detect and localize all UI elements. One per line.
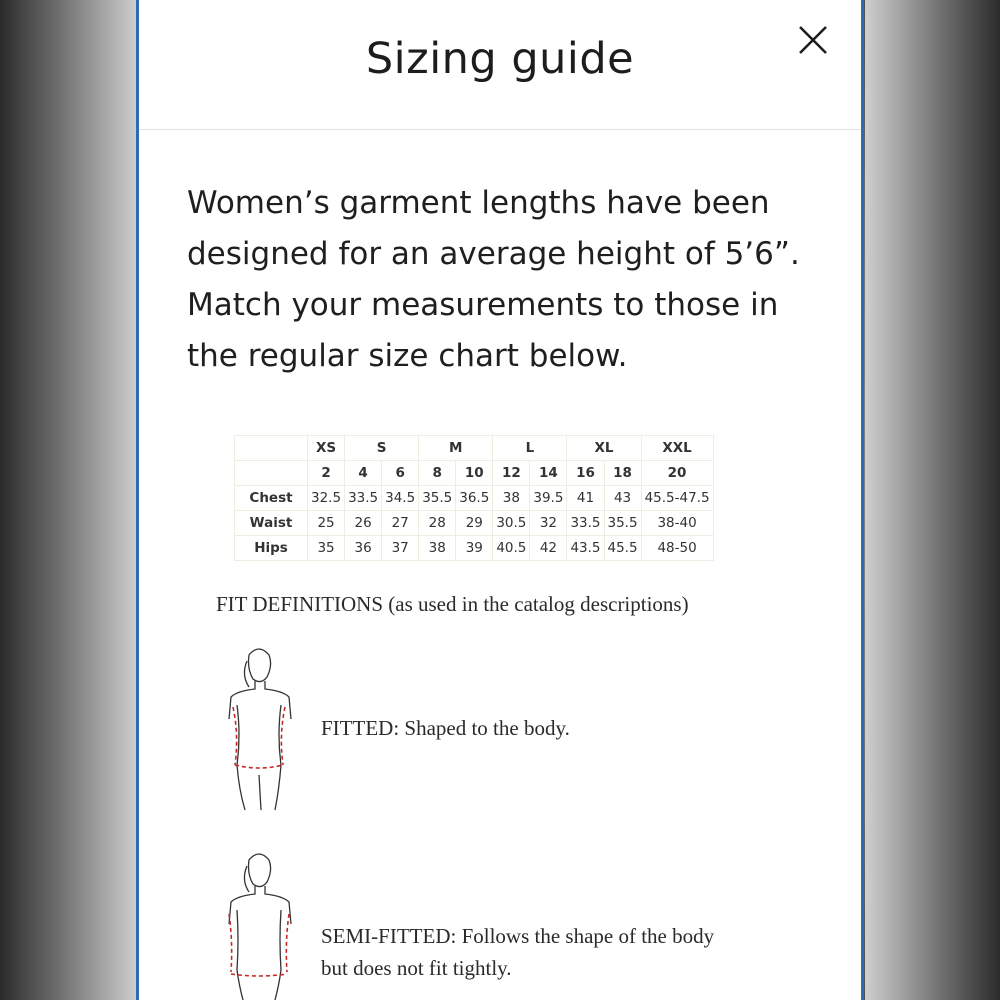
fitted-figure-icon — [219, 645, 299, 815]
size-number: 20 — [641, 461, 713, 486]
table-corner-cell — [235, 436, 308, 461]
table-cell: 45.5 — [604, 536, 641, 561]
table-empty-cell — [235, 461, 308, 486]
size-number: 16 — [567, 461, 604, 486]
modal-title: Sizing guide — [365, 34, 635, 84]
table-cell: 40.5 — [493, 536, 530, 561]
table-cell: 30.5 — [493, 511, 530, 536]
size-number-row — [235, 461, 714, 486]
table-cell: 42 — [530, 536, 567, 561]
semi-fitted-definition: SEMI-FITTED: Follows the shape of the body but does not fit tightly. — [321, 924, 715, 980]
table-cell: 28 — [419, 511, 456, 536]
close-icon — [795, 22, 831, 58]
table-cell: 35.5 — [604, 511, 641, 536]
size-number: 6 — [382, 461, 419, 486]
size-number: 14 — [530, 461, 567, 486]
table-cell: 36.5 — [456, 486, 493, 511]
table-cell: 29 — [456, 511, 493, 536]
size-number: 4 — [345, 461, 382, 486]
size-number: 12 — [493, 461, 530, 486]
table-cell: 39 — [456, 536, 493, 561]
size-number: 10 — [456, 461, 493, 486]
table-cell: 41 — [567, 486, 604, 511]
table-cell: 48-50 — [641, 536, 713, 561]
size-group-header: L — [493, 436, 567, 461]
table-cell: 27 — [382, 511, 419, 536]
fit-definitions-heading: FIT DEFINITIONS (as used in the catalog descriptions) — [216, 592, 689, 616]
table-cell: 33.5 — [567, 511, 604, 536]
size-group-header: XXL — [641, 436, 713, 461]
table-cell: 32 — [530, 511, 567, 536]
backdrop-left — [0, 0, 138, 1000]
table-cell: 35 — [308, 536, 345, 561]
row-label: Chest — [235, 486, 308, 511]
table-cell: 45.5-47.5 — [641, 486, 713, 511]
row-label: Waist — [235, 511, 308, 536]
close-button[interactable] — [795, 22, 831, 58]
table-cell: 39.5 — [530, 486, 567, 511]
size-group-header: XL — [567, 436, 641, 461]
table-cell: 38-40 — [641, 511, 713, 536]
table-cell: 26 — [345, 511, 382, 536]
table-cell: 43 — [604, 486, 641, 511]
size-chart-table — [234, 435, 714, 561]
table-cell: 33.5 — [345, 486, 382, 511]
table-cell: 43.5 — [567, 536, 604, 561]
table-cell: 38 — [493, 486, 530, 511]
size-group-row — [235, 436, 714, 461]
sizing-guide-modal — [136, 0, 864, 1000]
fitted-definition: FITTED: Shaped to the body. — [321, 716, 570, 740]
intro-text: Women’s garment lengths have been designed for an average height of 5’6”. Match your measurements to those in the regular size chart below. — [187, 185, 800, 374]
size-number: 2 — [308, 461, 345, 486]
modal-header — [139, 0, 861, 130]
table-row — [235, 536, 714, 561]
table-cell: 35.5 — [419, 486, 456, 511]
table-cell: 37 — [382, 536, 419, 561]
semi-fitted-figure-icon — [219, 850, 299, 1000]
size-number: 8 — [419, 461, 456, 486]
table-row — [235, 511, 714, 536]
table-cell: 34.5 — [382, 486, 419, 511]
table-cell: 38 — [419, 536, 456, 561]
table-cell: 36 — [345, 536, 382, 561]
size-group-header: S — [345, 436, 419, 461]
backdrop-right — [865, 0, 1000, 1000]
size-group-header: XS — [308, 436, 345, 461]
table-cell: 25 — [308, 511, 345, 536]
row-label: Hips — [235, 536, 308, 561]
table-cell: 32.5 — [308, 486, 345, 511]
table-row — [235, 486, 714, 511]
size-number: 18 — [604, 461, 641, 486]
size-group-header: M — [419, 436, 493, 461]
